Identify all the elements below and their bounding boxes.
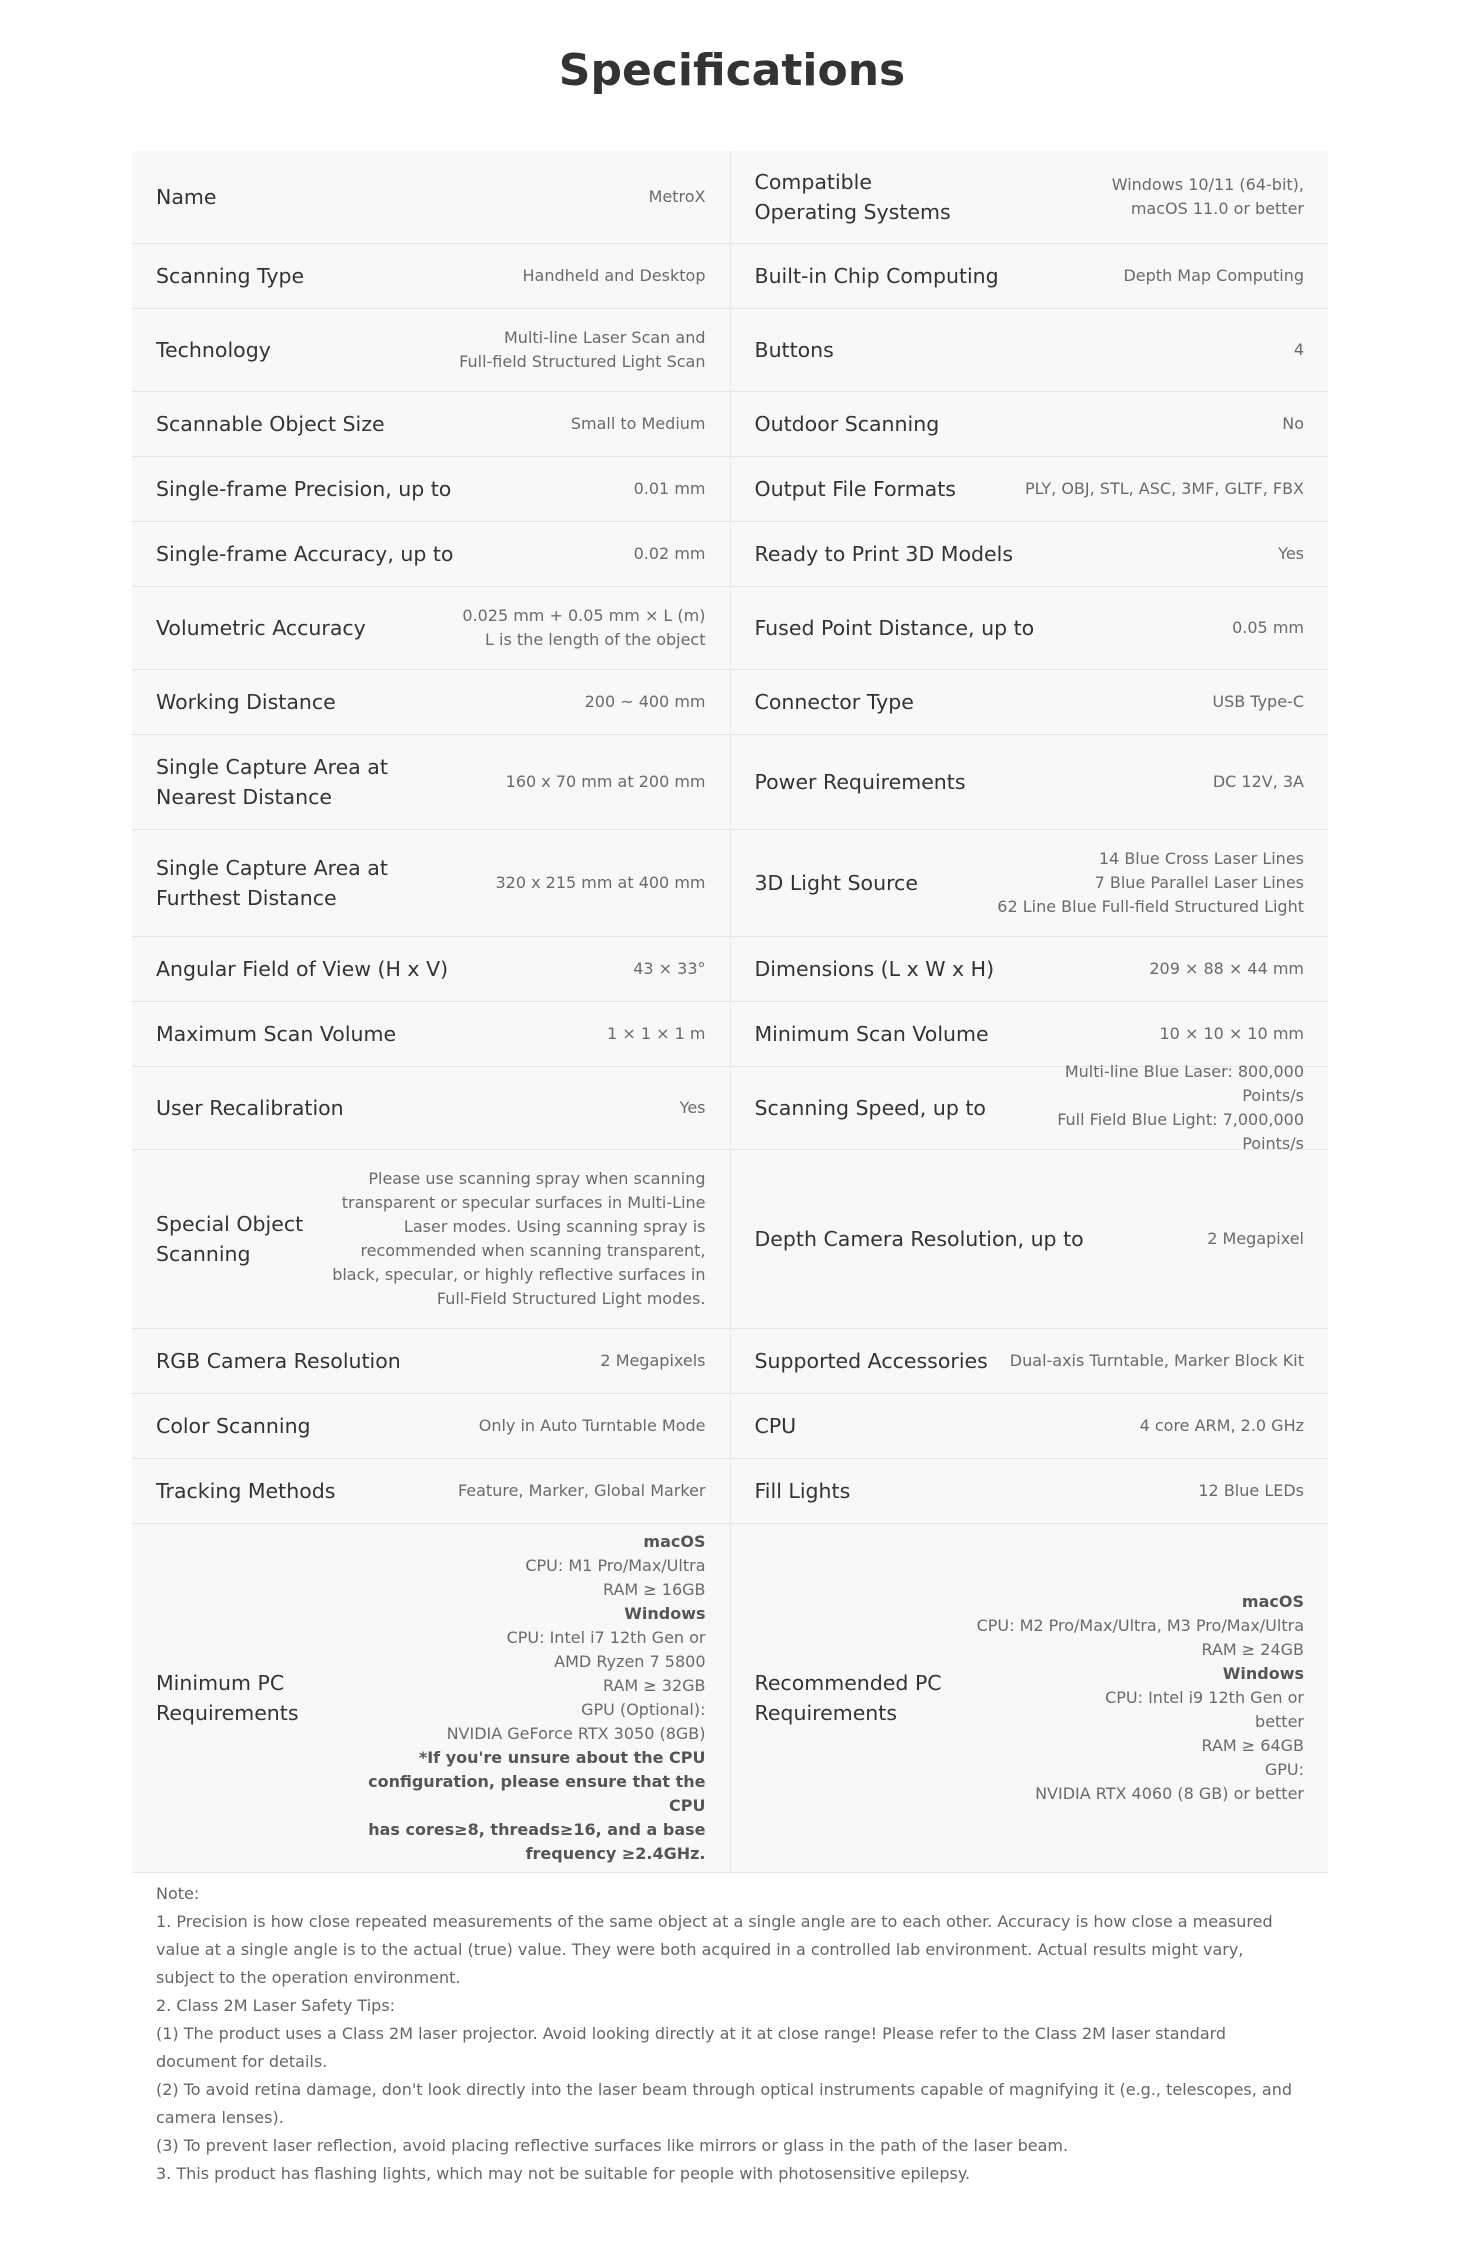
spec-value-line: Full-Field Structured Light modes. bbox=[436, 1289, 706, 1308]
spec-label-line: Working Distance bbox=[156, 690, 336, 714]
spec-cell-right bbox=[730, 522, 1328, 587]
spec-value-line: NVIDIA RTX 4060 (8 GB) or better bbox=[1035, 1784, 1304, 1803]
spec-value-line: GPU (Optional): bbox=[581, 1700, 706, 1719]
spec-label bbox=[755, 335, 848, 365]
spec-value-line: 209 × 88 × 44 mm bbox=[1149, 959, 1304, 978]
spec-label-line: Requirements bbox=[754, 1701, 898, 1725]
spec-value-line: Windows bbox=[1222, 1664, 1304, 1683]
spec-item bbox=[132, 830, 730, 936]
spec-item bbox=[731, 244, 1329, 308]
spec-label-line: Compatible bbox=[754, 170, 872, 194]
spec-label bbox=[156, 613, 380, 643]
spec-label-line: CPU bbox=[754, 1414, 797, 1438]
spec-value-line: NVIDIA GeForce RTX 3050 (8GB) bbox=[446, 1724, 706, 1743]
spec-label-line: Minimum Scan Volume bbox=[754, 1022, 989, 1046]
spec-value-line: RAM ≥ 32GB bbox=[602, 1676, 706, 1695]
spec-cell-left bbox=[132, 670, 730, 735]
spec-value bbox=[932, 847, 1304, 919]
spec-item bbox=[731, 522, 1329, 586]
spec-value-line: Multi-line Blue Laser: 800,000 Points/s bbox=[1064, 1062, 1304, 1105]
spec-label bbox=[156, 1019, 410, 1049]
spec-row bbox=[132, 1002, 1328, 1067]
spec-label-line: Fused Point Distance, up to bbox=[754, 616, 1035, 640]
spec-label bbox=[755, 167, 965, 227]
spec-item bbox=[731, 587, 1329, 669]
spec-value bbox=[325, 1414, 706, 1438]
spec-value-line: RAM ≥ 24GB bbox=[1201, 1640, 1304, 1659]
spec-value-line: Small to Medium bbox=[570, 414, 706, 433]
spec-value bbox=[402, 871, 706, 895]
spec-label-line: RGB Camera Resolution bbox=[156, 1349, 401, 1373]
spec-item bbox=[132, 1329, 730, 1393]
spec-item bbox=[132, 244, 730, 308]
spec-label bbox=[156, 539, 467, 569]
spec-value-line: 0.02 mm bbox=[633, 544, 706, 563]
spec-value-line: CPU: Intel i7 12th Gen or bbox=[506, 1628, 706, 1647]
spec-value-line: has cores≥8, threads≥16, and a base bbox=[368, 1820, 706, 1839]
spec-value bbox=[358, 1096, 706, 1120]
spec-item bbox=[731, 151, 1329, 243]
spec-label bbox=[156, 1093, 358, 1123]
spec-value-line: CPU: Intel i9 12th Gen or bbox=[1105, 1688, 1304, 1707]
spec-label bbox=[755, 409, 954, 439]
spec-value-line: 1 × 1 × 1 m bbox=[607, 1024, 706, 1043]
spec-value-line: 320 x 215 mm at 400 mm bbox=[495, 873, 706, 892]
spec-label bbox=[156, 409, 399, 439]
spec-row bbox=[132, 151, 1328, 244]
spec-value-line: 2 Megapixel bbox=[1207, 1229, 1304, 1248]
spec-label bbox=[156, 261, 318, 291]
spec-item bbox=[731, 937, 1329, 1001]
spec-value-line: AMD Ryzen 7 5800 bbox=[554, 1652, 706, 1671]
spec-value-line: MetroX bbox=[648, 187, 706, 206]
spec-cell-right bbox=[730, 309, 1328, 392]
spec-value-line: 10 × 10 × 10 mm bbox=[1159, 1024, 1304, 1043]
spec-label-line: Scanning Speed, up to bbox=[754, 1096, 986, 1120]
spec-value-line: USB Type-C bbox=[1212, 692, 1304, 711]
spec-item bbox=[132, 735, 730, 829]
spec-value-line: CPU: M1 Pro/Max/Ultra bbox=[525, 1556, 706, 1575]
spec-value-line: 4 bbox=[1293, 340, 1304, 359]
spec-value bbox=[318, 264, 705, 288]
spec-label-line: Single Capture Area at bbox=[156, 755, 388, 779]
spec-cell-right bbox=[730, 587, 1328, 670]
spec-cell-left bbox=[132, 309, 730, 392]
spec-cell-left bbox=[132, 1459, 730, 1524]
spec-label bbox=[156, 474, 465, 504]
note-item: (3) To prevent laser reflection, avoid placing reflective surfaces like mirrors or glass in the path of the laser beam. bbox=[156, 2136, 1069, 2155]
spec-value-line: 14 Blue Cross Laser Lines bbox=[1098, 849, 1304, 868]
spec-label-line: Requirements bbox=[156, 1701, 299, 1725]
spec-value-line: Feature, Marker, Global Marker bbox=[457, 1481, 706, 1500]
spec-value-line: frequency ≥2.4GHz. bbox=[525, 1844, 706, 1863]
spec-label-line: Single-frame Accuracy, up to bbox=[156, 542, 454, 566]
spec-cell-left bbox=[132, 457, 730, 522]
spec-value bbox=[349, 1479, 705, 1503]
spec-item bbox=[132, 1150, 730, 1328]
spec-value bbox=[316, 185, 706, 209]
spec-label-line: Connector Type bbox=[754, 690, 914, 714]
spec-label-line: Nearest Distance bbox=[156, 785, 332, 809]
spec-row bbox=[132, 1067, 1328, 1150]
spec-item bbox=[132, 392, 730, 456]
spec-cell-right bbox=[730, 937, 1328, 1002]
spec-label-line: Operating Systems bbox=[754, 200, 951, 224]
spec-value-line: Handheld and Desktop bbox=[522, 266, 706, 285]
spec-label-line: Buttons bbox=[754, 338, 834, 362]
spec-value bbox=[316, 326, 706, 374]
spec-value bbox=[953, 412, 1304, 436]
spec-label-line: Minimum PC bbox=[156, 1671, 285, 1695]
spec-value bbox=[402, 770, 706, 794]
spec-value bbox=[346, 1530, 706, 1866]
spec-cell-right bbox=[730, 1394, 1328, 1459]
spec-cell-left bbox=[132, 1524, 730, 1873]
spec-label bbox=[755, 1224, 1098, 1254]
spec-row bbox=[132, 937, 1328, 1002]
spec-label bbox=[755, 539, 1028, 569]
spec-label-line: Color Scanning bbox=[156, 1414, 311, 1438]
spec-value-line: PLY, OBJ, STL, ASC, 3MF, GLTF, FBX bbox=[1024, 479, 1304, 498]
spec-label bbox=[755, 767, 980, 797]
spec-label-line: Dimensions (L x W x H) bbox=[754, 957, 995, 981]
spec-item bbox=[731, 735, 1329, 829]
spec-value bbox=[1013, 264, 1304, 288]
spec-row bbox=[132, 392, 1328, 457]
spec-item bbox=[132, 1002, 730, 1066]
spec-value-line: 7 Blue Parallel Laser Lines bbox=[1094, 873, 1304, 892]
spec-value-line: macOS 11.0 or better bbox=[1130, 199, 1304, 218]
spec-value-line: 0.01 mm bbox=[633, 479, 706, 498]
spec-value-line: Depth Map Computing bbox=[1123, 266, 1304, 285]
spec-value-line: 160 x 70 mm at 200 mm bbox=[505, 772, 706, 791]
spec-cell-right bbox=[730, 1150, 1328, 1329]
spec-label bbox=[755, 474, 970, 504]
spec-value-line: Yes bbox=[679, 1098, 706, 1117]
spec-cell-right bbox=[730, 670, 1328, 735]
spec-value bbox=[317, 1167, 705, 1311]
spec-label-line: Tracking Methods bbox=[156, 1479, 336, 1503]
spec-cell-left bbox=[132, 735, 730, 830]
notes-heading: Note: bbox=[156, 1884, 200, 1903]
spec-item bbox=[731, 830, 1329, 936]
spec-value bbox=[1048, 616, 1304, 640]
spec-label-line: Maximum Scan Volume bbox=[156, 1022, 397, 1046]
spec-label-line: Outdoor Scanning bbox=[754, 412, 940, 436]
spec-cell-left bbox=[132, 1150, 730, 1329]
spec-value-line: Only in Auto Turntable Mode bbox=[478, 1416, 706, 1435]
spec-row bbox=[132, 1524, 1328, 1873]
spec-cell-left bbox=[132, 587, 730, 670]
spec-label bbox=[755, 868, 932, 898]
spec-item bbox=[132, 937, 730, 1001]
spec-value-line: macOS bbox=[1241, 1592, 1304, 1611]
spec-cell-left bbox=[132, 1329, 730, 1394]
spec-label bbox=[156, 1209, 317, 1269]
spec-label-line: Scannable Object Size bbox=[156, 412, 385, 436]
spec-value-line: Windows 10/11 (64-bit), bbox=[1111, 175, 1304, 194]
spec-label-line: Single-frame Precision, up to bbox=[156, 477, 452, 501]
spec-item bbox=[132, 457, 730, 521]
spec-value-line: configuration, please ensure that the CPU bbox=[368, 1772, 706, 1815]
spec-row bbox=[132, 1150, 1328, 1329]
spec-label-line: Built-in Chip Computing bbox=[754, 264, 999, 288]
spec-label-line: Fill Lights bbox=[754, 1479, 851, 1503]
spec-row bbox=[132, 522, 1328, 587]
spec-label bbox=[755, 1346, 1002, 1376]
spec-label-line: Angular Field of View (H x V) bbox=[156, 957, 449, 981]
note-item: 3. This product has flashing lights, which may not be suitable for people with photosensitive epilepsy. bbox=[156, 2164, 971, 2183]
spec-item bbox=[132, 1394, 730, 1458]
spec-cell-left bbox=[132, 151, 730, 244]
spec-label bbox=[755, 1476, 865, 1506]
spec-value-line: Windows bbox=[624, 1604, 706, 1623]
spec-label bbox=[156, 1411, 325, 1441]
spec-value-line: *If you're unsure about the CPU bbox=[418, 1748, 706, 1767]
spec-label bbox=[755, 1019, 1003, 1049]
spec-cell-left bbox=[132, 522, 730, 587]
note-item: 2. Class 2M Laser Safety Tips: bbox=[156, 1996, 396, 2015]
spec-row bbox=[132, 1394, 1328, 1459]
spec-value bbox=[928, 690, 1304, 714]
spec-item bbox=[132, 1524, 730, 1872]
spec-row bbox=[132, 457, 1328, 522]
spec-item bbox=[731, 1394, 1329, 1458]
spec-item bbox=[731, 670, 1329, 734]
spec-value-line: 43 × 33° bbox=[633, 959, 706, 978]
spec-item bbox=[132, 670, 730, 734]
spec-label bbox=[755, 687, 928, 717]
spec-row bbox=[132, 735, 1328, 830]
spec-label-line: Ready to Print 3D Models bbox=[754, 542, 1014, 566]
spec-label-line: Output File Formats bbox=[754, 477, 956, 501]
spec-item bbox=[731, 392, 1329, 456]
spec-value-line: L is the length of the object bbox=[485, 630, 706, 649]
spec-value bbox=[350, 690, 706, 714]
spec-row bbox=[132, 1459, 1328, 1524]
spec-value-line: Dual-axis Turntable, Marker Block Kit bbox=[1009, 1351, 1304, 1370]
spec-item bbox=[731, 1150, 1329, 1328]
spec-value-line: GPU: bbox=[1264, 1760, 1304, 1779]
spec-item bbox=[132, 309, 730, 391]
spec-value bbox=[980, 770, 1304, 794]
spec-cell-right bbox=[730, 457, 1328, 522]
spec-label-line: User Recalibration bbox=[156, 1096, 344, 1120]
spec-value bbox=[1098, 1227, 1304, 1251]
spec-value bbox=[956, 1590, 1304, 1806]
spec-value-line: Laser modes. Using scanning spray is bbox=[403, 1217, 706, 1236]
spec-row bbox=[132, 309, 1328, 392]
spec-row bbox=[132, 1329, 1328, 1394]
spec-label bbox=[755, 1411, 811, 1441]
spec-label-line: 3D Light Source bbox=[754, 871, 918, 895]
spec-cell-left bbox=[132, 1067, 730, 1150]
spec-value-line: 200 ~ 400 mm bbox=[584, 692, 706, 711]
spec-item bbox=[132, 522, 730, 586]
spec-item bbox=[731, 1524, 1329, 1872]
specifications-table-body bbox=[132, 151, 1328, 1873]
spec-value-line: 12 Blue LEDs bbox=[1198, 1481, 1304, 1500]
spec-label-line: Volumetric Accuracy bbox=[156, 616, 366, 640]
spec-item bbox=[132, 587, 730, 669]
spec-label-line: Special Object bbox=[156, 1212, 304, 1236]
spec-value-line: RAM ≥ 16GB bbox=[602, 1580, 706, 1599]
spec-value-line: DC 12V, 3A bbox=[1212, 772, 1304, 791]
spec-label-line: Supported Accessories bbox=[754, 1349, 988, 1373]
spec-value-line: Full Field Blue Light: 7,000,000 Points/s bbox=[1057, 1110, 1304, 1153]
spec-label-line: Recommended PC bbox=[754, 1671, 942, 1695]
spec-cell-right bbox=[730, 1459, 1328, 1524]
spec-cell-right bbox=[730, 1002, 1328, 1067]
spec-row bbox=[132, 670, 1328, 735]
spec-value-line: Full-field Structured Light Scan bbox=[459, 352, 706, 371]
spec-label bbox=[156, 335, 285, 365]
spec-value-line: black, specular, or highly reflective surfaces in bbox=[332, 1265, 706, 1284]
spec-cell-left bbox=[132, 1002, 730, 1067]
spec-item bbox=[731, 1329, 1329, 1393]
spec-item bbox=[731, 1002, 1329, 1066]
spec-item bbox=[731, 1459, 1329, 1523]
spec-label bbox=[755, 954, 1009, 984]
spec-value bbox=[465, 477, 705, 501]
spec-label bbox=[755, 613, 1049, 643]
spec-value-line: 0.05 mm bbox=[1232, 618, 1304, 637]
spec-row bbox=[132, 587, 1328, 670]
spec-label bbox=[156, 752, 402, 812]
spec-label bbox=[156, 954, 462, 984]
spec-cell-right bbox=[730, 1329, 1328, 1394]
spec-value-line: CPU: M2 Pro/Max/Ultra, M3 Pro/Max/Ultra bbox=[976, 1616, 1304, 1635]
spec-value bbox=[1008, 957, 1304, 981]
spec-value bbox=[965, 173, 1304, 221]
spec-cell-right bbox=[730, 151, 1328, 244]
spec-item bbox=[132, 1067, 730, 1149]
spec-label-line: Depth Camera Resolution, up to bbox=[754, 1227, 1084, 1251]
spec-value-line: 2 Megapixels bbox=[600, 1351, 706, 1370]
spec-cell-right bbox=[730, 735, 1328, 830]
spec-label bbox=[755, 1668, 956, 1728]
spec-value-line: RAM ≥ 64GB bbox=[1201, 1736, 1304, 1755]
spec-value-line: 0.025 mm + 0.05 mm × L (m) bbox=[462, 606, 706, 625]
spec-item bbox=[731, 457, 1329, 521]
spec-label bbox=[156, 1668, 313, 1728]
spec-value bbox=[914, 1414, 1304, 1438]
spec-value bbox=[914, 1479, 1304, 1503]
note-item: (2) To avoid retina damage, don't look directly into the laser beam through optical instruments capable of magnifying it (e.g., telescopes, and camera lenses). bbox=[156, 2080, 1293, 2127]
spec-value bbox=[380, 604, 706, 652]
spec-value-line: No bbox=[1282, 414, 1304, 433]
spec-label bbox=[156, 1476, 349, 1506]
spec-cell-left bbox=[132, 244, 730, 309]
spec-row bbox=[132, 830, 1328, 937]
spec-value bbox=[1003, 1022, 1304, 1046]
spec-value-line: Multi-line Laser Scan and bbox=[504, 328, 706, 347]
spec-value-line: Yes bbox=[1278, 544, 1304, 563]
spec-value bbox=[467, 542, 705, 566]
spec-label-line: Scanning Type bbox=[156, 264, 305, 288]
spec-label-line: Name bbox=[156, 185, 217, 209]
spec-label bbox=[156, 1346, 415, 1376]
spec-value bbox=[462, 957, 705, 981]
spec-label bbox=[156, 687, 350, 717]
spec-value bbox=[914, 338, 1304, 362]
spec-label bbox=[755, 261, 1013, 291]
spec-value-line: Please use scanning spray when scanning bbox=[368, 1169, 706, 1188]
spec-item bbox=[132, 151, 730, 243]
spec-value bbox=[1027, 542, 1304, 566]
spec-label bbox=[755, 1093, 1000, 1123]
page-title: Specifications bbox=[558, 45, 906, 96]
spec-label-line: Single Capture Area at bbox=[156, 856, 388, 880]
spec-cell-right bbox=[730, 392, 1328, 457]
spec-value-line: transparent or specular surfaces in Multi-Line bbox=[341, 1193, 706, 1212]
spec-cell-right bbox=[730, 244, 1328, 309]
spec-value bbox=[415, 1349, 706, 1373]
notes-section bbox=[156, 1880, 1306, 2188]
spec-cell-right bbox=[730, 830, 1328, 937]
note-item: 1. Precision is how close repeated measurements of the same object at a single angle are to each other. Accuracy is how close a measured value at a single angle is to the actual (true) value. They were both acquired in a controlled lab environment. Actual results might vary, subject to the operation environment. bbox=[156, 1912, 1273, 1987]
spec-row bbox=[132, 244, 1328, 309]
spec-item bbox=[731, 309, 1329, 391]
spec-value-line: better bbox=[1255, 1712, 1304, 1731]
spec-label bbox=[156, 853, 402, 913]
spec-cell-right bbox=[730, 1524, 1328, 1873]
spec-label bbox=[156, 182, 230, 212]
note-item: (1) The product uses a Class 2M laser projector. Avoid looking directly at it at close range! Please refer to the Class 2M laser standard document for details. bbox=[156, 2024, 1227, 2071]
spec-label-line: Scanning bbox=[156, 1242, 251, 1266]
spec-value bbox=[1000, 1060, 1304, 1156]
spec-item bbox=[132, 1459, 730, 1523]
spec-value bbox=[410, 1022, 705, 1046]
spec-value-line: recommended when scanning transparent, bbox=[360, 1241, 706, 1260]
spec-value bbox=[1002, 1349, 1304, 1373]
spec-cell-left bbox=[132, 830, 730, 937]
spec-cell-left bbox=[132, 937, 730, 1002]
spec-label-line: Furthest Distance bbox=[156, 886, 337, 910]
spec-item bbox=[731, 1062, 1329, 1153]
spec-value bbox=[399, 412, 706, 436]
spec-cell-right bbox=[730, 1062, 1328, 1153]
spec-value-line: 62 Line Blue Full-field Structured Light bbox=[997, 897, 1304, 916]
specifications-table bbox=[132, 151, 1328, 1873]
spec-value-line: macOS bbox=[643, 1532, 706, 1551]
spec-cell-left bbox=[132, 1394, 730, 1459]
spec-label-line: Power Requirements bbox=[754, 770, 966, 794]
spec-value bbox=[970, 477, 1304, 501]
spec-value-line: 4 core ARM, 2.0 GHz bbox=[1139, 1416, 1304, 1435]
spec-cell-left bbox=[132, 392, 730, 457]
spec-label-line: Technology bbox=[156, 338, 271, 362]
